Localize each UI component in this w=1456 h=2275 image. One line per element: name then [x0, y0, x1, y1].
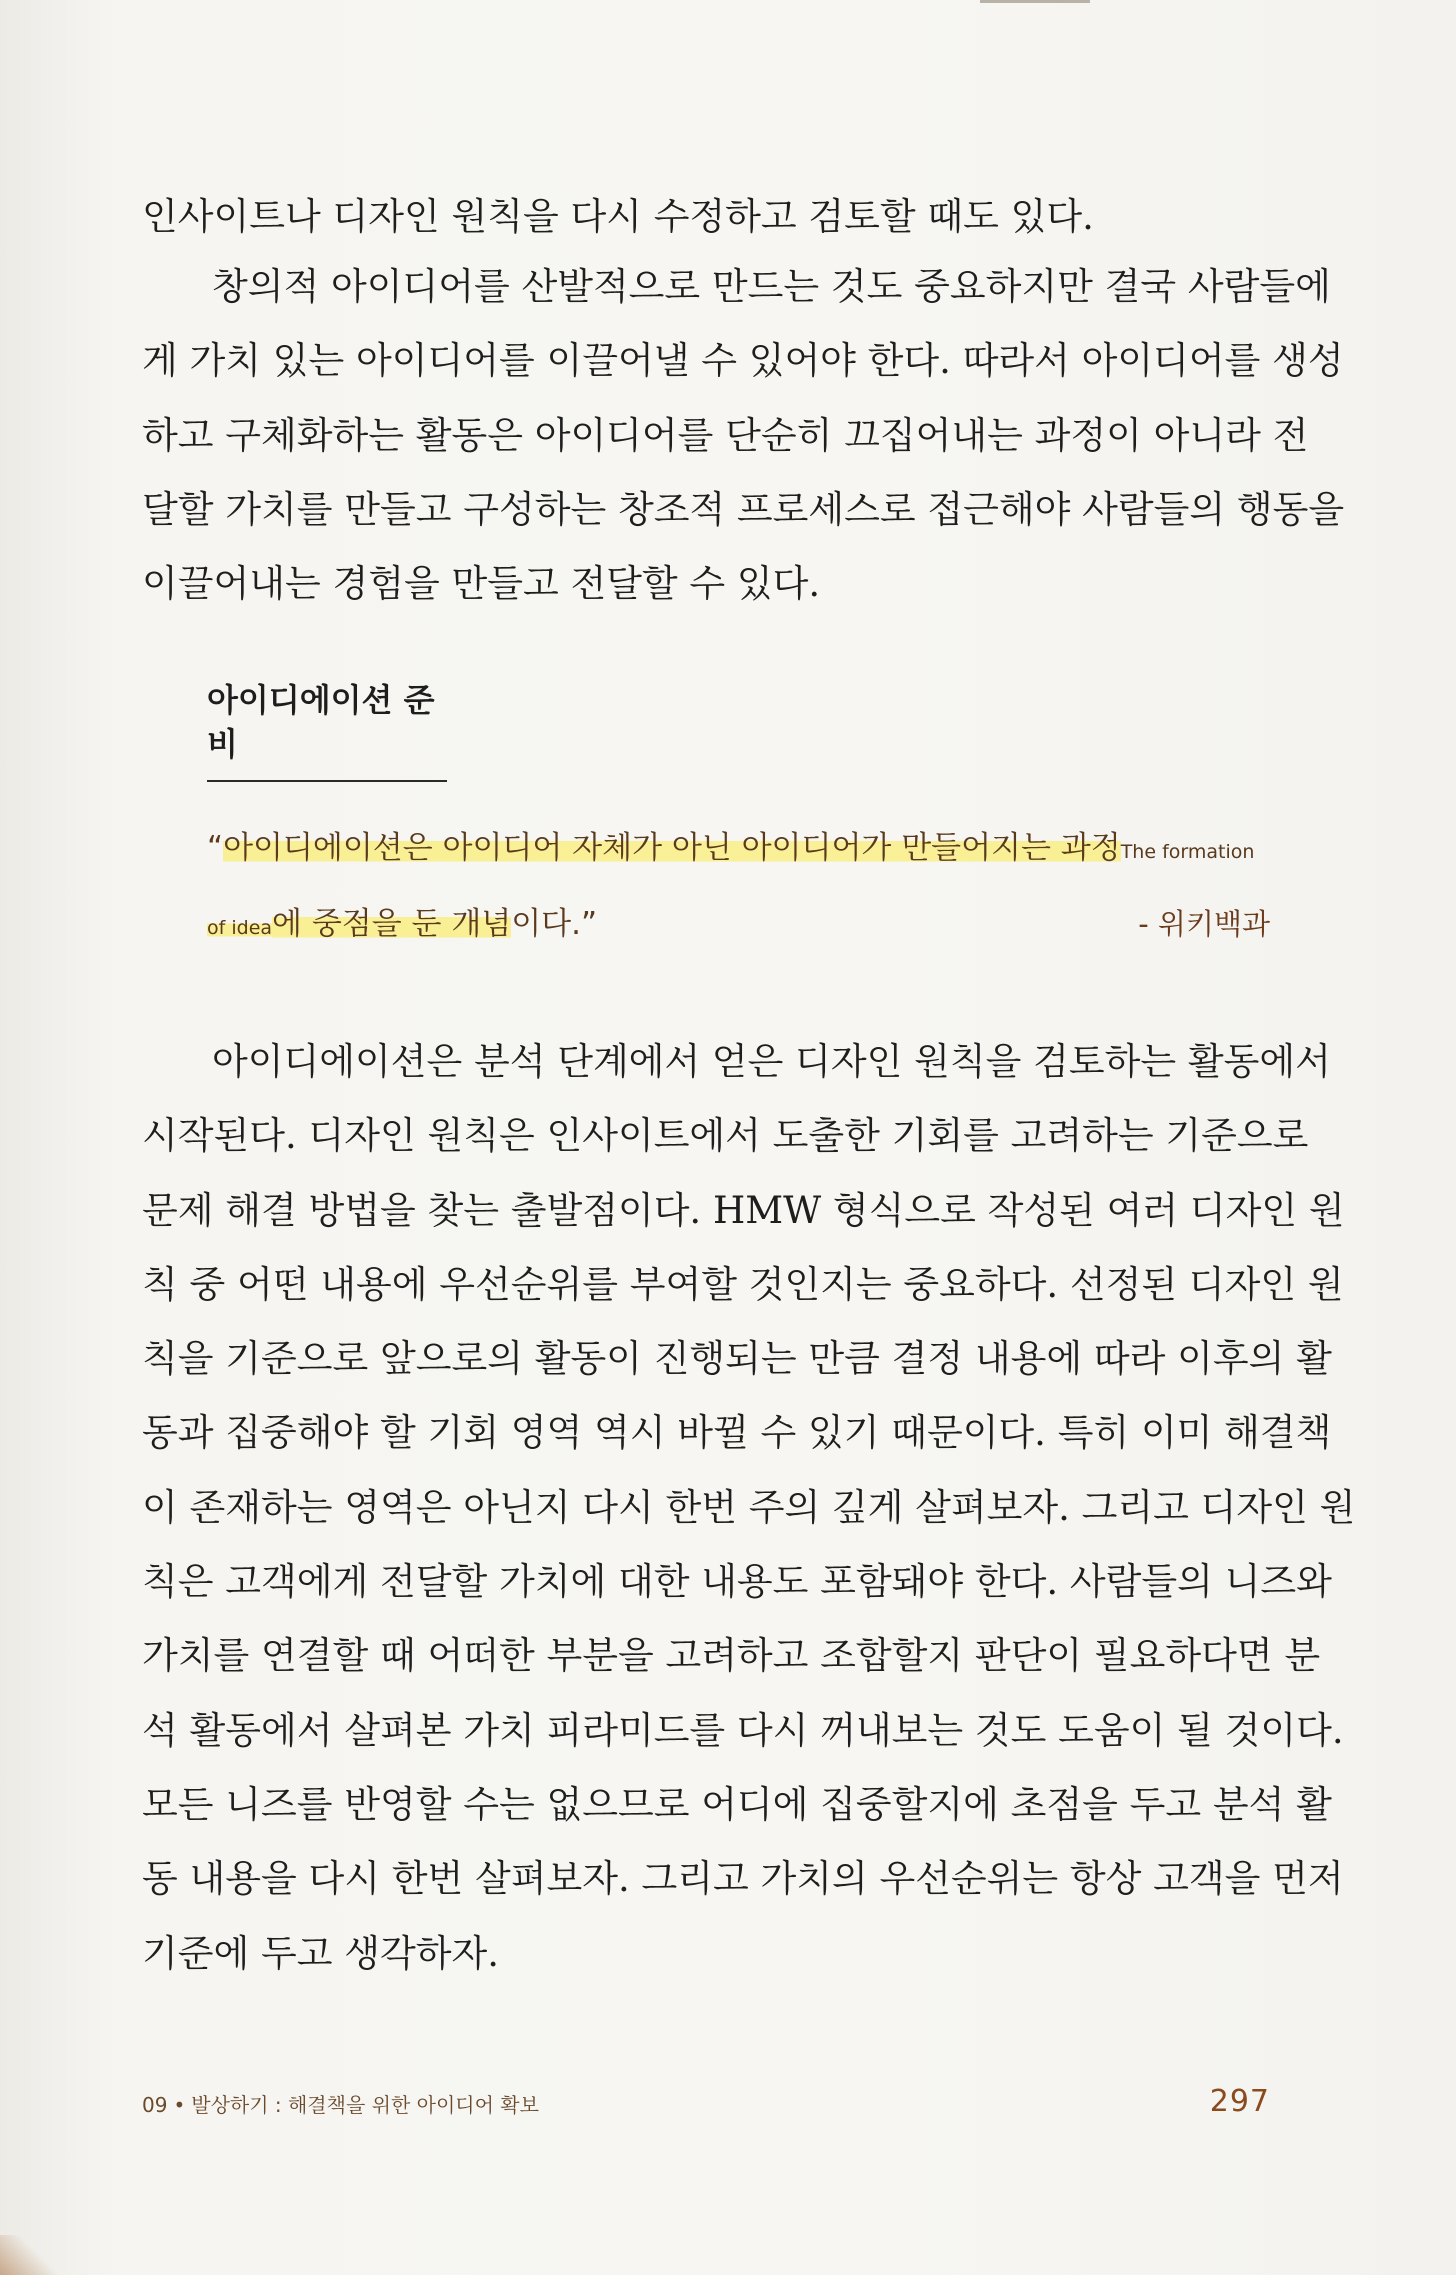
page-number: 297	[1209, 2084, 1270, 2119]
text-line: 칙을 기준으로 앞으로의 활동이 진행되는 만큼 결정 내용에 따라 이후의 활	[142, 1337, 1332, 1381]
quote-source: - 위키백과	[1138, 907, 1270, 941]
chapter-title: 발상하기 : 해결책을 위한 아이디어 확보	[191, 2093, 539, 2117]
text-line: 동 내용을 다시 한번 살펴보자. 그리고 가치의 우선순위는 항상 고객을 먼저	[142, 1857, 1344, 1901]
quote-line-1	[207, 812, 1270, 888]
text-line: 창의적 아이디어를 산발적으로 만드는 것도 중요하지만 결국 사람들에	[212, 265, 1331, 308]
highlighted-text: 아이디에이션은 아이디어 자체가 아닌 아이디어가 만들어지는 과정	[223, 830, 1121, 866]
text-line: 석 활동에서 살펴본 가치 피라미드를 다시 꺼내보는 것도 도움이 될 것이다.	[142, 1708, 1344, 1752]
quote-line-2	[207, 888, 1270, 964]
text-line: 아이디에이션은 분석 단계에서 얻은 디자인 원칙을 검토하는 활동에서	[212, 1040, 1331, 1083]
text-line: 게 가치 있는 아이디어를 이끌어낼 수 있어야 한다. 따라서 아이디어를 생성	[142, 339, 1344, 383]
text-line: 이끌어내는 경험을 만들고 전달할 수 있다.	[142, 562, 821, 606]
text-line: 칙 중 어떤 내용에 우선순위를 부여할 것인지는 중요하다. 선정된 디자인 원	[142, 1262, 1344, 1306]
quote-text: 이다.”	[511, 906, 598, 942]
page-corner-shadow	[0, 2235, 60, 2275]
text-line: 이 존재하는 영역은 아닌지 다시 한번 주의 깊게 살펴보자. 그리고 디자인 원	[142, 1485, 1356, 1529]
paragraph-ideas-value	[142, 250, 1345, 621]
text-line: 칙은 고객에게 전달할 가치에 대한 내용도 포함돼야 한다. 사람들의 니즈와	[142, 1560, 1332, 1604]
text-line: 인사이트나 디자인 원칙을 다시 수정하고 검토할 때도 있다.	[142, 195, 1094, 238]
text-line: 가치를 연결할 때 어떠한 부분을 고려하고 조합할지 판단이 필요하다면 분	[142, 1634, 1321, 1678]
text-line: 하고 구체화하는 활동은 아이디어를 단순히 끄집어내는 과정이 아니라 전	[142, 413, 1309, 457]
page-edge-mark	[980, 0, 1090, 3]
english-term: of idea	[207, 917, 273, 939]
english-term: The formation	[1120, 841, 1255, 863]
text-line: 동과 집중해야 할 기회 영역 역시 바뀔 수 있기 때문이다. 특히 이미 해결책	[142, 1411, 1332, 1455]
text-line: 달할 가치를 만들고 구성하는 창조적 프로세스로 접근해야 사람들의 행동을	[142, 487, 1345, 531]
text-line: 기준에 두고 생각하자.	[142, 1931, 499, 1975]
footer-bullet: •	[173, 2093, 186, 2117]
paragraph-ideation-start	[142, 1025, 1356, 1991]
section-heading: 아이디에이션 준비	[207, 678, 447, 782]
text-line: 모든 니즈를 반영할 수는 없으므로 어디에 집중할지에 초점을 두고 분석 활	[142, 1782, 1332, 1826]
text-line: 시작된다. 디자인 원칙은 인사이트에서 도출한 기회를 고려하는 기준으로	[142, 1114, 1309, 1158]
text-line: 문제 해결 방법을 찾는 출발점이다. HMW 형식으로 작성된 여러 디자인 원	[142, 1188, 1345, 1232]
running-footer	[142, 2090, 539, 2120]
definition-quote	[207, 812, 1270, 964]
quote-open-mark: “	[207, 830, 224, 866]
highlighted-text: 에 중점을 둔 개념	[272, 906, 512, 942]
paragraph-continued	[142, 180, 1270, 254]
chapter-number: 09	[142, 2093, 168, 2117]
